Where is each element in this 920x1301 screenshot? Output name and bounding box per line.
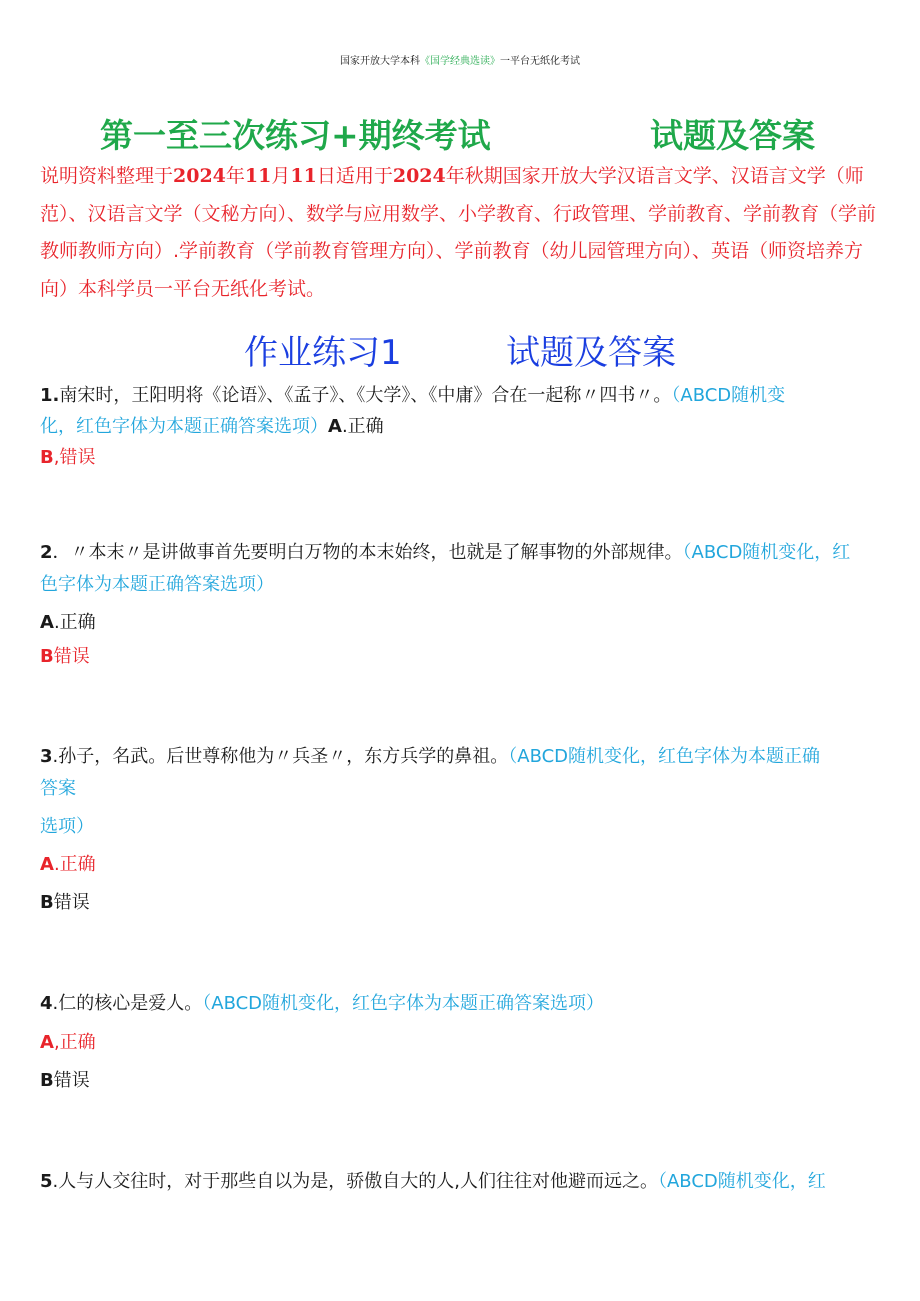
- option-b[interactable]: [40, 642, 90, 668]
- question-number: 1.: [40, 385, 60, 406]
- question-1-line-1: [40, 381, 785, 407]
- question-note: （ABCD随机变化，红色字体为本题正确: [508, 746, 821, 767]
- option-letter: A: [40, 1032, 54, 1053]
- option-text: ,正确: [53, 1032, 96, 1053]
- option-b[interactable]: [40, 1066, 90, 1092]
- question-text: ．〃本末〃是讲做事首先要明白万物的本末始终，也就是了解事物的外部规律。: [52, 542, 683, 563]
- question-text: .仁的核心是爱人。: [52, 993, 203, 1014]
- option-letter: B: [40, 1070, 54, 1091]
- intro-paragraph: [40, 158, 880, 308]
- question-3-line-2: 答案: [40, 778, 76, 799]
- subtitle-left: 第一至三次练习+期终考试: [100, 116, 491, 155]
- title-suffix: 一平台无纸化考试: [500, 56, 580, 67]
- option-text: 错误: [53, 892, 90, 913]
- question-3-line-3: 选项）: [40, 816, 94, 837]
- question-3-line-1: [40, 742, 820, 768]
- question-number: 2: [40, 542, 53, 563]
- option-a[interactable]: [40, 1028, 96, 1054]
- title-prefix: 国家开放大学本科: [340, 56, 420, 67]
- option-b[interactable]: [40, 443, 95, 469]
- option-letter: B: [40, 646, 54, 667]
- question-text: .孙子，名武。后世尊称他为〃兵圣〃，东方兵学的鼻祖。: [52, 746, 509, 767]
- question-note: 色字体为本题正确答案选项）: [40, 574, 274, 595]
- option-b[interactable]: [40, 888, 90, 914]
- option-text: .正确: [53, 854, 96, 875]
- intro-text-b: 日适用于: [316, 165, 393, 187]
- option-letter: B: [40, 447, 54, 468]
- option-letter: A: [40, 612, 54, 633]
- question-text: 南宋时，王阳明将《论语》、《孟子》、《大学》、《中庸》合在一起称〃四书〃。: [59, 385, 672, 406]
- document-title: [0, 52, 920, 67]
- intro-text-c: 年秋期国家开放大学汉语言文学、汉语言文学（师范）、汉语言文学（文秘方向）、数学与应用数学、小学教育、行政管理、学前教育、学前教育（学前教师教师方向）.学前教育（学前教育管理方向）、学前教育（幼儿园管理方向）、英语（师资培养方向）本科学员一平台无纸化考试。: [40, 165, 877, 300]
- option-letter: A: [40, 854, 54, 875]
- option-a[interactable]: [40, 850, 96, 876]
- question-4-line-1: [40, 989, 604, 1015]
- intro-year: 2024: [392, 165, 446, 187]
- question-number: 5: [40, 1171, 53, 1192]
- option-letter: B: [40, 892, 54, 913]
- question-note: （ABCD随机变化，红: [682, 542, 851, 563]
- title-course-name: 《国学经典选读》: [420, 56, 500, 67]
- intro-date-day: 11: [290, 165, 317, 187]
- option-text: ,错误: [53, 447, 96, 468]
- option-text: 错误: [53, 646, 90, 667]
- subtitle-right: 试题及答案: [650, 116, 815, 155]
- section-title-left: 作业练习1: [244, 333, 402, 373]
- intro-date-y: 年: [225, 165, 245, 187]
- question-note: （ABCD随机变化，红: [657, 1171, 826, 1192]
- option-text: .正确: [53, 612, 96, 633]
- intro-date-month: 11: [244, 165, 272, 187]
- question-note: 化，红色字体为本题正确答案选项）: [40, 416, 328, 437]
- option-a[interactable]: [328, 416, 384, 437]
- option-letter: A: [328, 416, 342, 437]
- intro-date-m: 月: [271, 165, 291, 187]
- question-number: 4: [40, 993, 53, 1014]
- option-text: .正确: [341, 416, 384, 437]
- section-title-right: 试题及答案: [506, 333, 676, 373]
- question-number: 3: [40, 746, 53, 767]
- question-2-line-2: [40, 570, 274, 596]
- intro-date-year: 2024: [173, 165, 226, 187]
- question-note: （ABCD随机变化，红色字体为本题正确答案选项）: [202, 993, 605, 1014]
- option-text: 错误: [53, 1070, 90, 1091]
- option-a[interactable]: [40, 608, 96, 634]
- question-2-line-1: [40, 538, 850, 564]
- question-text: .人与人交往时，对于那些自以为是，骄傲自大的人,人们往往对他避而远之。: [52, 1171, 658, 1192]
- question-5-line-1: [40, 1167, 826, 1193]
- question-1-line-2: [40, 412, 384, 438]
- intro-text-a: 说明资料整理于: [40, 165, 174, 187]
- question-note: （ABCD随机变: [671, 385, 786, 406]
